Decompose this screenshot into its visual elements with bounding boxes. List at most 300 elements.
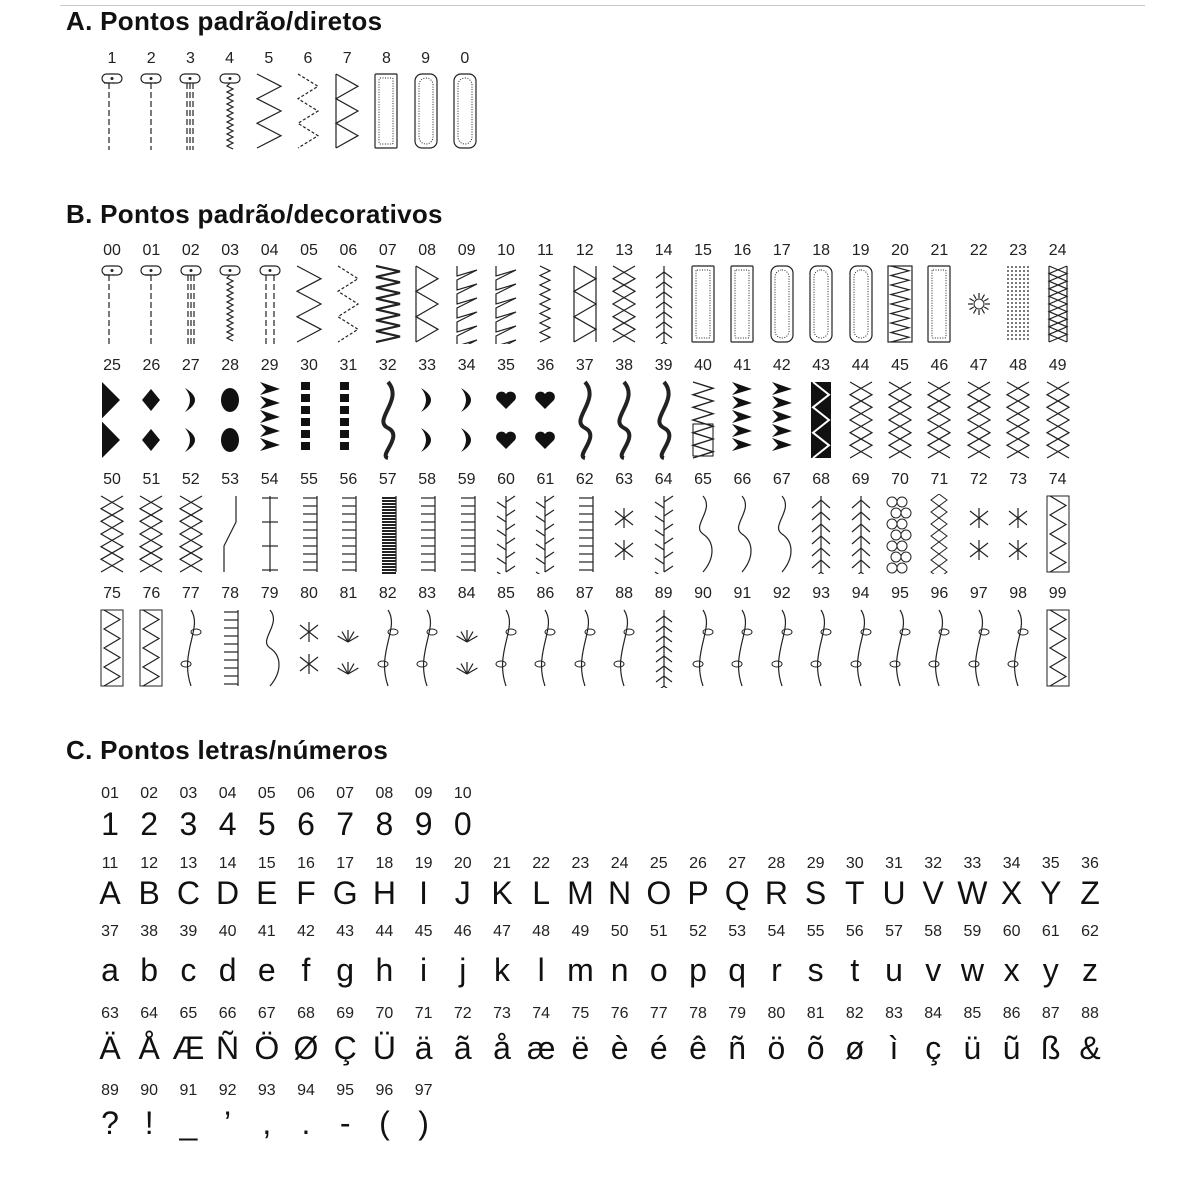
stitch-number: 03 bbox=[221, 242, 240, 259]
character-glyph: g bbox=[336, 952, 355, 988]
character-glyph: j bbox=[459, 952, 467, 988]
triple-straight-stitch-icon bbox=[175, 264, 207, 344]
character-glyph: s bbox=[807, 952, 824, 988]
character-number: 14 bbox=[218, 855, 237, 872]
straight-bar-stitch-icon bbox=[254, 264, 286, 344]
character-glyph: P bbox=[687, 875, 709, 911]
character-number: 31 bbox=[885, 855, 903, 872]
curve-comb-icon bbox=[569, 494, 601, 574]
character-glyph: b bbox=[140, 952, 159, 988]
character-glyph: ç bbox=[925, 1030, 942, 1066]
cross-stitch-icon bbox=[963, 380, 995, 460]
stitch-number: 33 bbox=[418, 357, 437, 374]
stitch-number: 57 bbox=[378, 471, 397, 488]
stitch-number: 53 bbox=[221, 471, 240, 488]
character-number: 23 bbox=[571, 855, 590, 872]
character-glyph: T bbox=[845, 875, 865, 911]
triangle-stitch-icon bbox=[96, 380, 128, 460]
character-glyph: Q bbox=[724, 875, 750, 911]
triple-straight-stitch-icon bbox=[174, 72, 206, 150]
stitch-number: 86 bbox=[536, 585, 555, 602]
character-glyph: o bbox=[649, 952, 668, 988]
stitch-number: 63 bbox=[615, 471, 634, 488]
bracket-satin-icon bbox=[411, 380, 443, 460]
character-number: 88 bbox=[1081, 1005, 1099, 1022]
character-glyph: ì bbox=[889, 1030, 899, 1066]
character-glyph: 2 bbox=[140, 806, 159, 842]
crown-stitch-icon bbox=[1002, 608, 1034, 688]
bartack-zigzag-icon bbox=[884, 264, 916, 344]
character-number: 06 bbox=[297, 785, 315, 802]
character-glyph: 0 bbox=[453, 806, 472, 842]
character-glyph: ( bbox=[379, 1105, 390, 1141]
stitch-number: 38 bbox=[615, 357, 634, 374]
chevron-satin-icon bbox=[726, 380, 758, 460]
character-number: 50 bbox=[610, 923, 629, 940]
character-glyph: n bbox=[610, 952, 629, 988]
character-number: 91 bbox=[179, 1082, 198, 1099]
character-number: 75 bbox=[571, 1005, 590, 1022]
box-overlock-icon bbox=[569, 264, 601, 344]
character-glyph: I bbox=[419, 875, 429, 911]
character-number: 71 bbox=[414, 1005, 433, 1022]
flower-vine-icon bbox=[805, 608, 837, 688]
stars-stitch-icon bbox=[923, 608, 955, 688]
slant-satin-icon bbox=[254, 380, 286, 460]
character-number: 77 bbox=[649, 1005, 668, 1022]
stitch-number: 07 bbox=[378, 242, 397, 259]
character-number: 90 bbox=[140, 1082, 159, 1099]
character-number: 37 bbox=[101, 923, 119, 940]
character-glyph: ø bbox=[845, 1030, 865, 1066]
stitch-number: 51 bbox=[142, 471, 161, 488]
puzzle-stitch-icon bbox=[1042, 608, 1074, 688]
stretch-stitch-icon bbox=[214, 264, 246, 344]
stitch-number: 17 bbox=[772, 242, 791, 259]
stitch-number: 56 bbox=[339, 471, 358, 488]
stitch-number: 05 bbox=[300, 242, 318, 259]
character-glyph: Ä bbox=[99, 1030, 121, 1066]
character-glyph: Ö bbox=[254, 1030, 280, 1066]
character-glyph: t bbox=[850, 952, 860, 988]
branch-stitch-icon bbox=[648, 494, 680, 574]
comb-stitch-icon bbox=[451, 494, 483, 574]
wave-satin-icon bbox=[372, 380, 404, 460]
character-number: 02 bbox=[140, 785, 159, 802]
character-number: 32 bbox=[924, 855, 943, 872]
stitch-number: 18 bbox=[812, 242, 831, 259]
crescent-stitch-icon bbox=[175, 380, 207, 460]
stitch-number: 8 bbox=[381, 50, 391, 67]
stitch-number: 25 bbox=[103, 357, 121, 374]
character-glyph: w bbox=[960, 952, 984, 988]
stitch-number: 47 bbox=[969, 357, 988, 374]
character-glyph: m bbox=[567, 952, 594, 988]
character-number: 35 bbox=[1041, 855, 1060, 872]
character-glyph: ũ bbox=[1002, 1030, 1021, 1066]
stitch-number: 61 bbox=[536, 471, 555, 488]
character-number: 47 bbox=[493, 923, 511, 940]
stitch-number: 28 bbox=[221, 357, 240, 374]
character-number: 26 bbox=[689, 855, 707, 872]
stitch-number: 24 bbox=[1048, 242, 1067, 259]
cross-stitch-icon bbox=[1042, 380, 1074, 460]
character-number: 28 bbox=[767, 855, 786, 872]
stitch-number: 00 bbox=[103, 242, 121, 259]
stitch-number: 32 bbox=[378, 357, 397, 374]
stitch-number: 21 bbox=[930, 242, 949, 259]
character-number: 89 bbox=[101, 1082, 119, 1099]
straight-center-stitch-icon bbox=[135, 264, 167, 344]
leaf-satin-icon bbox=[569, 380, 601, 460]
stitch-number: 93 bbox=[812, 585, 831, 602]
character-glyph: u bbox=[885, 952, 903, 988]
character-glyph: Y bbox=[1040, 875, 1062, 911]
double-cross-stitch-icon bbox=[96, 494, 128, 574]
scallop-satin-icon bbox=[451, 380, 483, 460]
ladder-cross-stitch-icon bbox=[1042, 264, 1074, 344]
stitch-number: 55 bbox=[300, 471, 318, 488]
buttonhole-round-icon bbox=[410, 72, 442, 150]
straight-left-stitch-icon bbox=[96, 264, 128, 344]
stitch-number: 71 bbox=[930, 471, 949, 488]
character-number: 94 bbox=[297, 1082, 315, 1099]
character-glyph: E bbox=[256, 875, 278, 911]
straight-center-stitch-icon bbox=[135, 72, 167, 150]
leaf-vine-icon bbox=[490, 608, 522, 688]
character-number: 80 bbox=[767, 1005, 786, 1022]
character-glyph: K bbox=[491, 875, 513, 911]
twist-satin-icon bbox=[648, 380, 680, 460]
character-number: 70 bbox=[375, 1005, 394, 1022]
character-number: 29 bbox=[806, 855, 825, 872]
character-number: 93 bbox=[257, 1082, 276, 1099]
character-glyph: ê bbox=[689, 1030, 707, 1066]
stitch-number: 9 bbox=[421, 50, 431, 67]
character-glyph: A bbox=[99, 875, 121, 911]
zigzag-border-icon bbox=[96, 608, 128, 688]
stitch-number: 66 bbox=[733, 471, 752, 488]
step-block-icon bbox=[293, 380, 325, 460]
character-number: 67 bbox=[257, 1005, 276, 1022]
character-number: 96 bbox=[375, 1082, 394, 1099]
character-glyph: y bbox=[1042, 952, 1059, 988]
character-number: 55 bbox=[806, 923, 825, 940]
character-number: 24 bbox=[610, 855, 629, 872]
buttonhole-square-icon bbox=[687, 264, 719, 344]
stitch-number: 19 bbox=[851, 242, 870, 259]
character-glyph: B bbox=[138, 875, 160, 911]
character-number: 73 bbox=[493, 1005, 511, 1022]
character-glyph: ß bbox=[1041, 1030, 1061, 1066]
leaf-vine-icon bbox=[569, 608, 601, 688]
overcast-stitch-icon bbox=[411, 264, 443, 344]
character-number: 36 bbox=[1081, 855, 1099, 872]
ladder-stitch-icon bbox=[254, 494, 286, 574]
branch-stitch-icon bbox=[529, 494, 561, 574]
character-number: 49 bbox=[571, 923, 590, 940]
stitch-number: 92 bbox=[772, 585, 791, 602]
character-number: 21 bbox=[493, 855, 511, 872]
honeycomb-stitch-icon bbox=[884, 494, 916, 574]
tulip-stitch-icon bbox=[884, 608, 916, 688]
stitch-number: 31 bbox=[339, 357, 358, 374]
character-number: 05 bbox=[257, 785, 276, 802]
arrow-cross-icon bbox=[805, 494, 837, 574]
section-a-title: A. Pontos padrão/diretos bbox=[66, 6, 383, 36]
stitch-number: 10 bbox=[497, 242, 515, 259]
stitch-number: 02 bbox=[181, 242, 200, 259]
stretch-blind-hem-icon bbox=[490, 264, 522, 344]
diamond-stitch-icon bbox=[135, 380, 167, 460]
branch-stitch-icon bbox=[490, 494, 522, 574]
character-glyph: Ç bbox=[333, 1030, 357, 1066]
character-number: 68 bbox=[297, 1005, 315, 1022]
stitch-number: 49 bbox=[1048, 357, 1067, 374]
character-number: 27 bbox=[728, 855, 747, 872]
character-number: 39 bbox=[179, 923, 198, 940]
character-number: 15 bbox=[257, 855, 276, 872]
stitch-number: 13 bbox=[615, 242, 634, 259]
heart-satin-icon bbox=[490, 380, 522, 460]
character-number: 62 bbox=[1081, 923, 1099, 940]
character-glyph: C bbox=[176, 875, 200, 911]
character-glyph: F bbox=[296, 875, 316, 911]
character-number: 64 bbox=[140, 1005, 159, 1022]
stitch-number: 11 bbox=[537, 242, 554, 259]
character-glyph: k bbox=[494, 952, 510, 988]
stitch-number: 12 bbox=[575, 242, 594, 259]
character-number: 57 bbox=[885, 923, 903, 940]
character-number: 44 bbox=[375, 923, 394, 940]
stitch-number: 89 bbox=[654, 585, 673, 602]
stitch-number: 73 bbox=[1009, 471, 1028, 488]
character-glyph: ñ bbox=[728, 1030, 747, 1066]
character-glyph: W bbox=[957, 875, 988, 911]
character-number: 16 bbox=[297, 855, 315, 872]
stitch-number: 16 bbox=[733, 242, 752, 259]
character-glyph: . bbox=[301, 1105, 311, 1141]
stitch-number: 43 bbox=[812, 357, 831, 374]
character-number: 01 bbox=[101, 785, 119, 802]
character-number: 85 bbox=[963, 1005, 982, 1022]
buttonhole-square-icon bbox=[726, 264, 758, 344]
character-glyph: p bbox=[689, 952, 707, 988]
character-glyph: 3 bbox=[179, 806, 198, 842]
stitch-number: 15 bbox=[694, 242, 712, 259]
stitch-number: 45 bbox=[891, 357, 909, 374]
overcast-stitch-icon bbox=[331, 72, 363, 150]
character-number: 92 bbox=[218, 1082, 237, 1099]
character-number: 09 bbox=[414, 785, 433, 802]
stitch-number: 97 bbox=[969, 585, 988, 602]
buttonhole-round-icon bbox=[805, 264, 837, 344]
stitch-number: 09 bbox=[457, 242, 476, 259]
character-number: 04 bbox=[218, 785, 237, 802]
comb-stitch-icon bbox=[411, 494, 443, 574]
stitch-number: 99 bbox=[1048, 585, 1067, 602]
buttonhole-square-icon bbox=[923, 264, 955, 344]
hourglass-satin-icon bbox=[805, 380, 837, 460]
character-glyph: _ bbox=[179, 1105, 198, 1141]
character-number: 76 bbox=[610, 1005, 629, 1022]
stitch-number: 88 bbox=[615, 585, 634, 602]
wave-line-icon bbox=[726, 494, 758, 574]
heart-satin-icon bbox=[529, 380, 561, 460]
character-glyph: X bbox=[1000, 875, 1023, 911]
cross-stitch-icon bbox=[1002, 380, 1034, 460]
character-glyph: Æ bbox=[172, 1030, 205, 1066]
comb-stitch-icon bbox=[332, 494, 364, 574]
stitch-number: 80 bbox=[300, 585, 318, 602]
character-number: 10 bbox=[453, 785, 472, 802]
feather-stitch-icon bbox=[648, 608, 680, 688]
leaf-vine-icon bbox=[687, 608, 719, 688]
character-number: 63 bbox=[101, 1005, 119, 1022]
straight-left-stitch-icon bbox=[96, 72, 128, 150]
scallop-line-icon bbox=[254, 608, 286, 688]
character-glyph: O bbox=[646, 875, 672, 911]
stitch-number: 22 bbox=[969, 242, 988, 259]
character-number: 84 bbox=[924, 1005, 943, 1022]
oval-stitch-icon bbox=[214, 380, 246, 460]
character-glyph: x bbox=[1003, 952, 1020, 988]
scallop-comb-icon bbox=[214, 608, 246, 688]
character-glyph: H bbox=[372, 875, 396, 911]
character-number: 43 bbox=[336, 923, 355, 940]
stitch-number: 7 bbox=[342, 50, 352, 67]
character-number: 86 bbox=[1002, 1005, 1021, 1022]
diamond-cluster-icon bbox=[923, 494, 955, 574]
stitch-number: 36 bbox=[536, 357, 555, 374]
character-number: 38 bbox=[140, 923, 159, 940]
character-glyph: J bbox=[454, 875, 471, 911]
stitch-number: 14 bbox=[654, 242, 673, 259]
stitch-number: 41 bbox=[733, 357, 752, 374]
cross-stitch-icon bbox=[923, 380, 955, 460]
bracket-stitch-icon bbox=[293, 494, 325, 574]
section-c-title: C. Pontos letras/números bbox=[66, 735, 389, 765]
character-number: 66 bbox=[218, 1005, 237, 1022]
character-glyph: 1 bbox=[101, 806, 119, 842]
character-glyph: , bbox=[262, 1105, 272, 1141]
star-stitch-icon bbox=[608, 494, 640, 574]
stitch-number: 4 bbox=[225, 50, 235, 67]
stitch-number: 26 bbox=[142, 357, 161, 374]
stitch-number: 90 bbox=[694, 585, 712, 602]
stitch-number: 48 bbox=[1009, 357, 1028, 374]
stitch-number: 78 bbox=[221, 585, 240, 602]
character-number: 48 bbox=[532, 923, 551, 940]
character-glyph: 8 bbox=[375, 806, 394, 842]
lattice-stitch-icon bbox=[175, 494, 207, 574]
swirl-stitch-icon bbox=[175, 608, 207, 688]
stitch-number: 84 bbox=[457, 585, 476, 602]
character-number: 65 bbox=[179, 1005, 198, 1022]
character-glyph: 5 bbox=[257, 806, 276, 842]
stitch-number: 06 bbox=[339, 242, 358, 259]
character-number: 60 bbox=[1002, 923, 1021, 940]
character-glyph: ë bbox=[571, 1030, 590, 1066]
feather-stitch-icon bbox=[648, 264, 680, 344]
character-number: 54 bbox=[767, 923, 786, 940]
character-glyph: d bbox=[218, 952, 237, 988]
character-number: 56 bbox=[845, 923, 864, 940]
stitch-number: 2 bbox=[146, 50, 156, 67]
checker-block-icon bbox=[332, 380, 364, 460]
character-glyph: L bbox=[532, 875, 551, 911]
character-number: 30 bbox=[845, 855, 864, 872]
stitch-number: 87 bbox=[575, 585, 594, 602]
stitch-number: 74 bbox=[1048, 471, 1067, 488]
character-number: 17 bbox=[336, 855, 355, 872]
character-glyph: a bbox=[101, 952, 119, 988]
character-glyph: ’ bbox=[224, 1105, 232, 1141]
character-number: 34 bbox=[1002, 855, 1021, 872]
stitch-number: 85 bbox=[497, 585, 515, 602]
character-number: 42 bbox=[297, 923, 315, 940]
character-glyph: Å bbox=[138, 1030, 160, 1066]
stitch-number: 42 bbox=[772, 357, 791, 374]
character-glyph: e bbox=[257, 952, 276, 988]
character-number: 82 bbox=[845, 1005, 864, 1022]
character-glyph: ü bbox=[963, 1030, 982, 1066]
stitch-number: 96 bbox=[930, 585, 949, 602]
character-glyph: ) bbox=[418, 1105, 429, 1141]
character-number: 25 bbox=[649, 855, 668, 872]
character-glyph: h bbox=[375, 952, 394, 988]
stitch-number: 72 bbox=[969, 471, 988, 488]
character-glyph: 6 bbox=[297, 806, 315, 842]
stitch-number: 1 bbox=[107, 50, 117, 67]
character-number: 41 bbox=[257, 923, 276, 940]
character-number: 03 bbox=[179, 785, 198, 802]
character-glyph: R bbox=[764, 875, 788, 911]
character-glyph: ! bbox=[144, 1105, 154, 1141]
character-glyph: v bbox=[925, 952, 942, 988]
arrow-satin-icon bbox=[766, 380, 798, 460]
character-number: 95 bbox=[336, 1082, 355, 1099]
stitch-number: 76 bbox=[142, 585, 161, 602]
stitch-number: 58 bbox=[418, 471, 437, 488]
character-glyph: G bbox=[332, 875, 358, 911]
zigzag-block-icon bbox=[1042, 494, 1074, 574]
stretch-stitch-icon bbox=[214, 72, 246, 150]
character-number: 83 bbox=[885, 1005, 903, 1022]
hearts-stitch-icon bbox=[963, 608, 995, 688]
stitch-number: 67 bbox=[772, 471, 791, 488]
character-number: 69 bbox=[336, 1005, 355, 1022]
stitch-number: 3 bbox=[185, 50, 195, 67]
character-number: 45 bbox=[414, 923, 433, 940]
swirl-stitch-icon bbox=[372, 608, 404, 688]
character-glyph: f bbox=[301, 952, 311, 988]
buttonhole-keyhole-icon bbox=[449, 72, 481, 150]
stitch-number: 81 bbox=[339, 585, 358, 602]
character-glyph: ? bbox=[101, 1105, 119, 1141]
darning-stitch-icon bbox=[1002, 264, 1034, 344]
fan-stitch-icon bbox=[332, 608, 364, 688]
leaf-vine-icon bbox=[608, 608, 640, 688]
character-glyph: ö bbox=[767, 1030, 786, 1066]
fringe-satin-icon bbox=[687, 380, 719, 460]
stitch-number: 29 bbox=[260, 357, 279, 374]
section-b-title: B. Pontos padrão/decorativos bbox=[66, 199, 443, 229]
stitch-number: 39 bbox=[654, 357, 673, 374]
stitch-number: 23 bbox=[1009, 242, 1028, 259]
character-number: 78 bbox=[689, 1005, 707, 1022]
character-number: 08 bbox=[375, 785, 394, 802]
